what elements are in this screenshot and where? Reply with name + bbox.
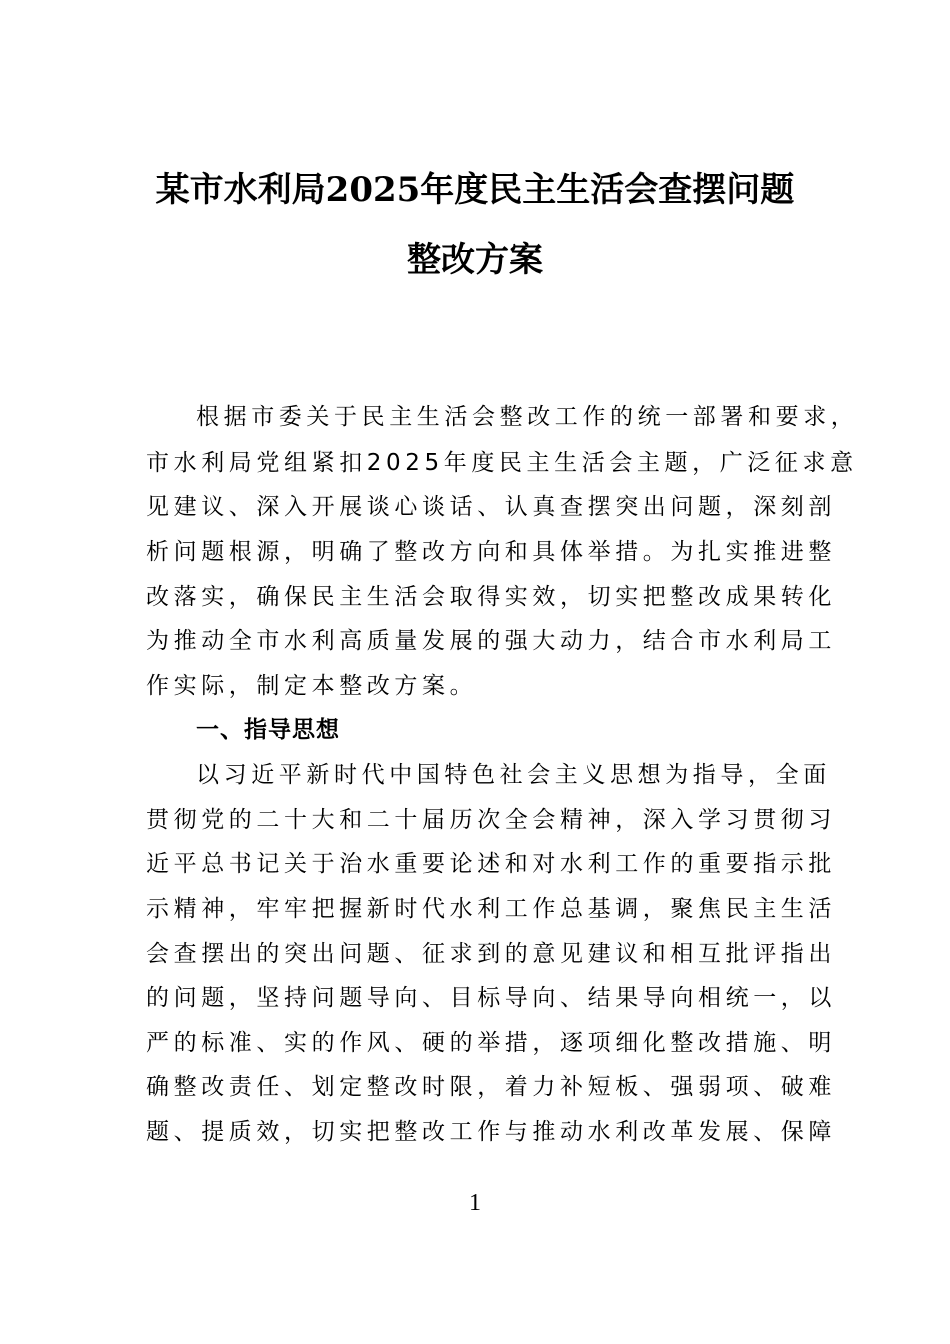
section-1-paragraph-line: 的问题，坚持问题导向、目标导向、结果导向相统一，以 xyxy=(146,985,836,1011)
document-title-line-2: 整改方案 xyxy=(407,240,543,280)
section-1-paragraph-line: 会查摆出的突出问题、征求到的意见建议和相互批评指出 xyxy=(146,941,836,967)
intro-paragraph-line: 市水利局党组紧扣2025年度民主生活会主题，广泛征求意 xyxy=(146,450,858,476)
intro-paragraph-line: 作实际，制定本整改方案。 xyxy=(146,673,478,699)
intro-paragraph-line: 为推动全市水利高质量发展的强大动力，结合市水利局工 xyxy=(146,628,836,654)
page-number: 1 xyxy=(469,1190,481,1216)
intro-paragraph-line: 根据市委关于民主生活会整改工作的统一部署和要求， xyxy=(196,404,859,430)
section-1-paragraph-line: 示精神，牢牢把握新时代水利工作总基调，聚焦民主生活 xyxy=(146,896,836,922)
section-1-paragraph-line: 以习近平新时代中国特色社会主义思想为指导，全面 xyxy=(196,762,831,788)
document-title-line-1: 某市水利局2025年度民主生活会查摆问题 xyxy=(155,170,795,210)
section-1-paragraph-line: 近平总书记关于治水重要论述和对水利工作的重要指示批 xyxy=(146,851,836,877)
section-1-paragraph-line: 贯彻党的二十大和二十届历次全会精神，深入学习贯彻习 xyxy=(146,807,836,833)
intro-paragraph-line: 改落实，确保民主生活会取得实效，切实把整改成果转化 xyxy=(146,584,836,610)
section-1-paragraph-line: 题、提质效，切实把整改工作与推动水利改革发展、保障 xyxy=(146,1119,836,1145)
section-1-paragraph-line: 确整改责任、划定整改时限，着力补短板、强弱项、破难 xyxy=(146,1074,836,1100)
intro-paragraph-line: 析问题根源，明确了整改方向和具体举措。为扎实推进整 xyxy=(146,539,836,565)
section-1-paragraph-line: 严的标准、实的作风、硬的举措，逐项细化整改措施、明 xyxy=(146,1030,836,1056)
intro-paragraph-line: 见建议、深入开展谈心谈话、认真查摆突出问题，深刻剖 xyxy=(146,494,836,520)
section-heading-guiding-ideology: 一、指导思想 xyxy=(196,717,340,743)
